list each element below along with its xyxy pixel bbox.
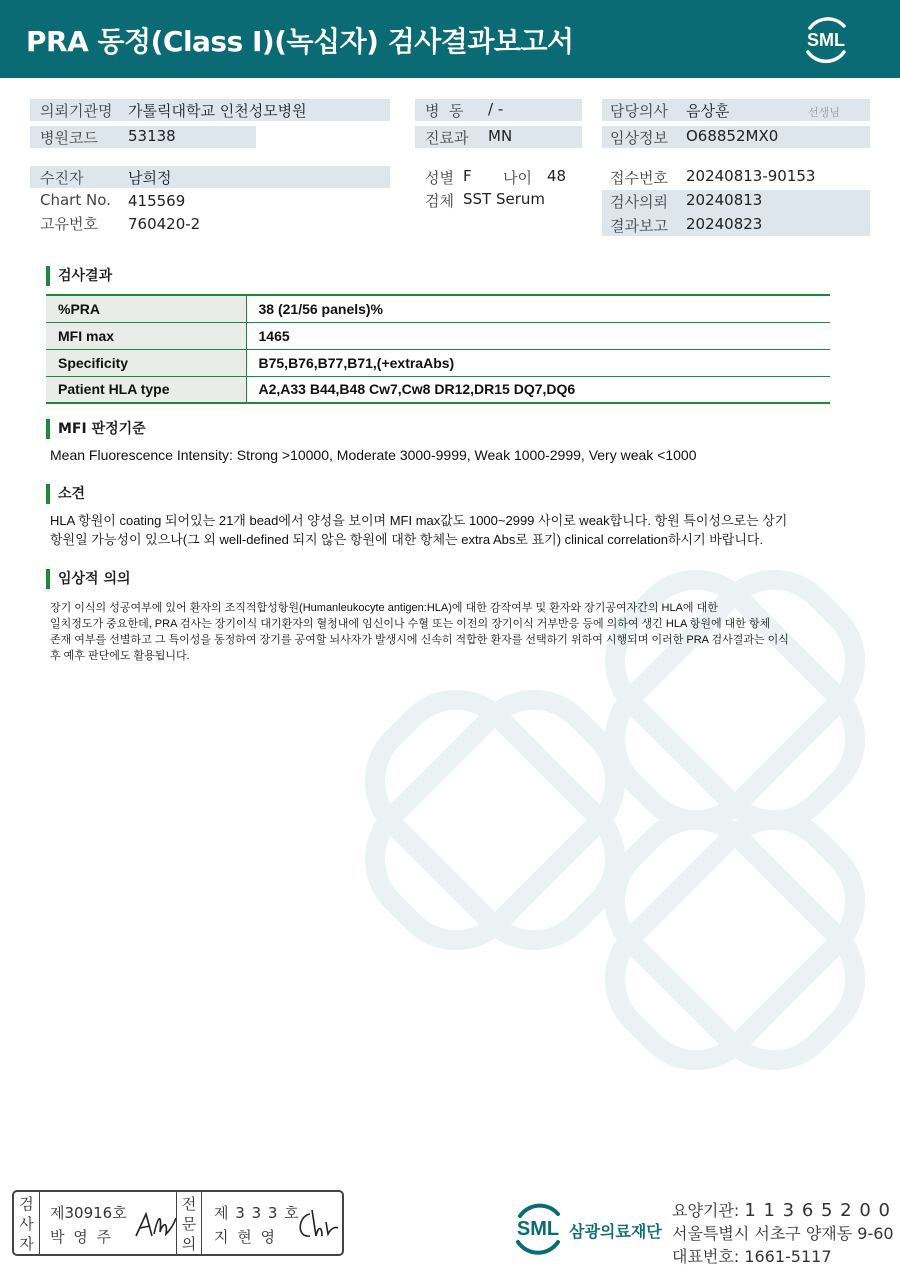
examiner-name: 박 영 주 (50, 1228, 114, 1246)
receipt-value: 20240813-90153 (686, 167, 816, 185)
age-value: 48 (547, 167, 567, 185)
table-row (46, 322, 830, 349)
phone-value: 1661-5117 (744, 1247, 832, 1266)
opinion-line: 항원일 가능성이 있으나(그 외 well-defined 되지 않은 항원에 대한 항체는 extra Abs로 표기) clinical correlation하시기 바랍니다. (50, 532, 764, 547)
opinion-section-title: 소견 (46, 484, 85, 504)
hospital-code-label: 병원코드 (40, 129, 98, 147)
patient-label: 수진자 (40, 169, 84, 187)
test-request-label: 검사의뢰 (610, 193, 668, 211)
clinical-section-title: 임상적 의의 (46, 569, 131, 589)
department-value: MN (488, 127, 513, 145)
table-row (46, 376, 830, 403)
result-value: B75,B76,B77,B71,(+extraAbs) (246, 349, 830, 376)
result-value: 38 (21/56 panels)% (246, 295, 830, 322)
opinion-line: HLA 항원이 coating 되어있는 21개 bead에서 양성을 보이며 MFI max값도 1000~2999 사이로 weak합니다. 항원 특이성으로는 상기 (50, 513, 788, 528)
chart-value: 415569 (128, 192, 186, 210)
doctor-value: 음상훈 (686, 102, 730, 120)
care-code-label: 요양기관: (672, 1201, 740, 1220)
sml-logo-text: SML (807, 30, 845, 50)
result-key: Patient HLA type (46, 376, 246, 403)
test-request-value: 20240813 (686, 191, 763, 209)
department-label: 진료과 (425, 129, 469, 147)
sex-value: F (463, 167, 472, 185)
clinical-line: 장기 이식의 성공여부에 있어 환자의 조직적합성항원(Humanleukocyte antigen:HLA)에 대한 감작여부 및 환자와 장기공여자간의 HLA에 대한 (50, 602, 718, 614)
patient-value: 남희정 (128, 169, 172, 187)
examiner-label: 검 사 자 (14, 1192, 40, 1254)
doctor-note: 선생님 (808, 106, 840, 119)
unique-no-value: 760420-2 (128, 215, 201, 233)
age-label: 나이 (503, 169, 532, 187)
specimen-value: SST Serum (463, 190, 546, 208)
page-title: PRA 동정(Class I)(녹십자) 검사결과보고서 (26, 25, 574, 58)
unique-no-label: 고유번호 (40, 215, 98, 233)
phone-label: 대표번호: (672, 1247, 740, 1266)
result-value: 1465 (246, 322, 830, 349)
org-address: 서울특별시 서초구 양재동 9-60 (672, 1224, 894, 1243)
table-row (46, 295, 830, 322)
signature-box (12, 1190, 344, 1256)
care-code (672, 1198, 891, 1221)
specialist-license-no: 제 3 3 3 호 (214, 1204, 300, 1222)
clinical-text (50, 600, 789, 664)
ward-label: 병 동 (425, 102, 464, 120)
clinical-line: 존재 여부를 선별하고 그 특이성을 동정하여 장기를 공여할 뇌사자가 발생시에 신속히 적합한 환자를 선택하기 위하여 시행되며 이러한 PRA 검사결과는 이식 (50, 634, 789, 646)
specialist-signature-icon (294, 1206, 340, 1244)
hospital-code-value: 53138 (128, 127, 176, 145)
receipt-label: 접수번호 (610, 169, 668, 187)
chart-label: Chart No. (40, 191, 111, 209)
sex-label: 성별 (425, 169, 454, 187)
clinical-info-label: 임상정보 (610, 129, 668, 147)
result-key: Specificity (46, 349, 246, 376)
specialist-name: 지 현 영 (214, 1228, 278, 1246)
sml-logo (800, 12, 852, 66)
result-key: %PRA (46, 295, 246, 322)
results-table (46, 294, 830, 404)
specimen-label: 검체 (425, 192, 454, 210)
clinical-line: 후 예후 판단에도 활용됩니다. (50, 650, 190, 662)
footer-logo-text: SML (516, 1218, 560, 1240)
report-header (0, 0, 900, 78)
mfi-section-title: MFI 판정기준 (46, 419, 146, 439)
examiner-license-no: 제30916호 (50, 1204, 127, 1222)
opinion-text (50, 511, 787, 549)
result-value: A2,A33 B44,B48 Cw7,Cw8 DR12,DR15 DQ7,DQ6 (246, 376, 830, 403)
results-section-title: 검사결과 (46, 266, 112, 286)
examiner-signature-icon (132, 1206, 178, 1244)
result-key: MFI max (46, 322, 246, 349)
phone (672, 1244, 832, 1267)
result-report-label: 결과보고 (610, 217, 668, 235)
table-row (46, 349, 830, 376)
org-name: 삼광의료재단 (569, 1222, 662, 1241)
footer-sml-logo (510, 1198, 566, 1258)
institution-label: 의뢰기관명 (40, 102, 113, 120)
ward-value: / - (488, 100, 504, 118)
institution-value: 가톨릭대학교 인천성모병원 (128, 102, 307, 120)
result-report-value: 20240823 (686, 215, 763, 233)
clinical-info-value: O68852MX0 (686, 127, 779, 145)
clinical-line: 일치정도가 중요한데, PRA 검사는 장기이식 대기환자의 혈청내에 임신이나 수혈 또는 이전의 장기이식 거부반응 등에 의하여 생긴 HLA 항원에 대한 항체 (50, 618, 771, 630)
mfi-criteria-text: Mean Fluorescence Intensity: Strong >10000, Moderate 3000-9999, Weak 1000-2999, Very weak <1000 (50, 447, 697, 463)
doctor-label: 담당의사 (610, 102, 668, 120)
specialist-label: 전 문 의 (176, 1192, 202, 1254)
care-code-value: 1 1 3 6 5 2 0 0 (744, 1200, 891, 1221)
